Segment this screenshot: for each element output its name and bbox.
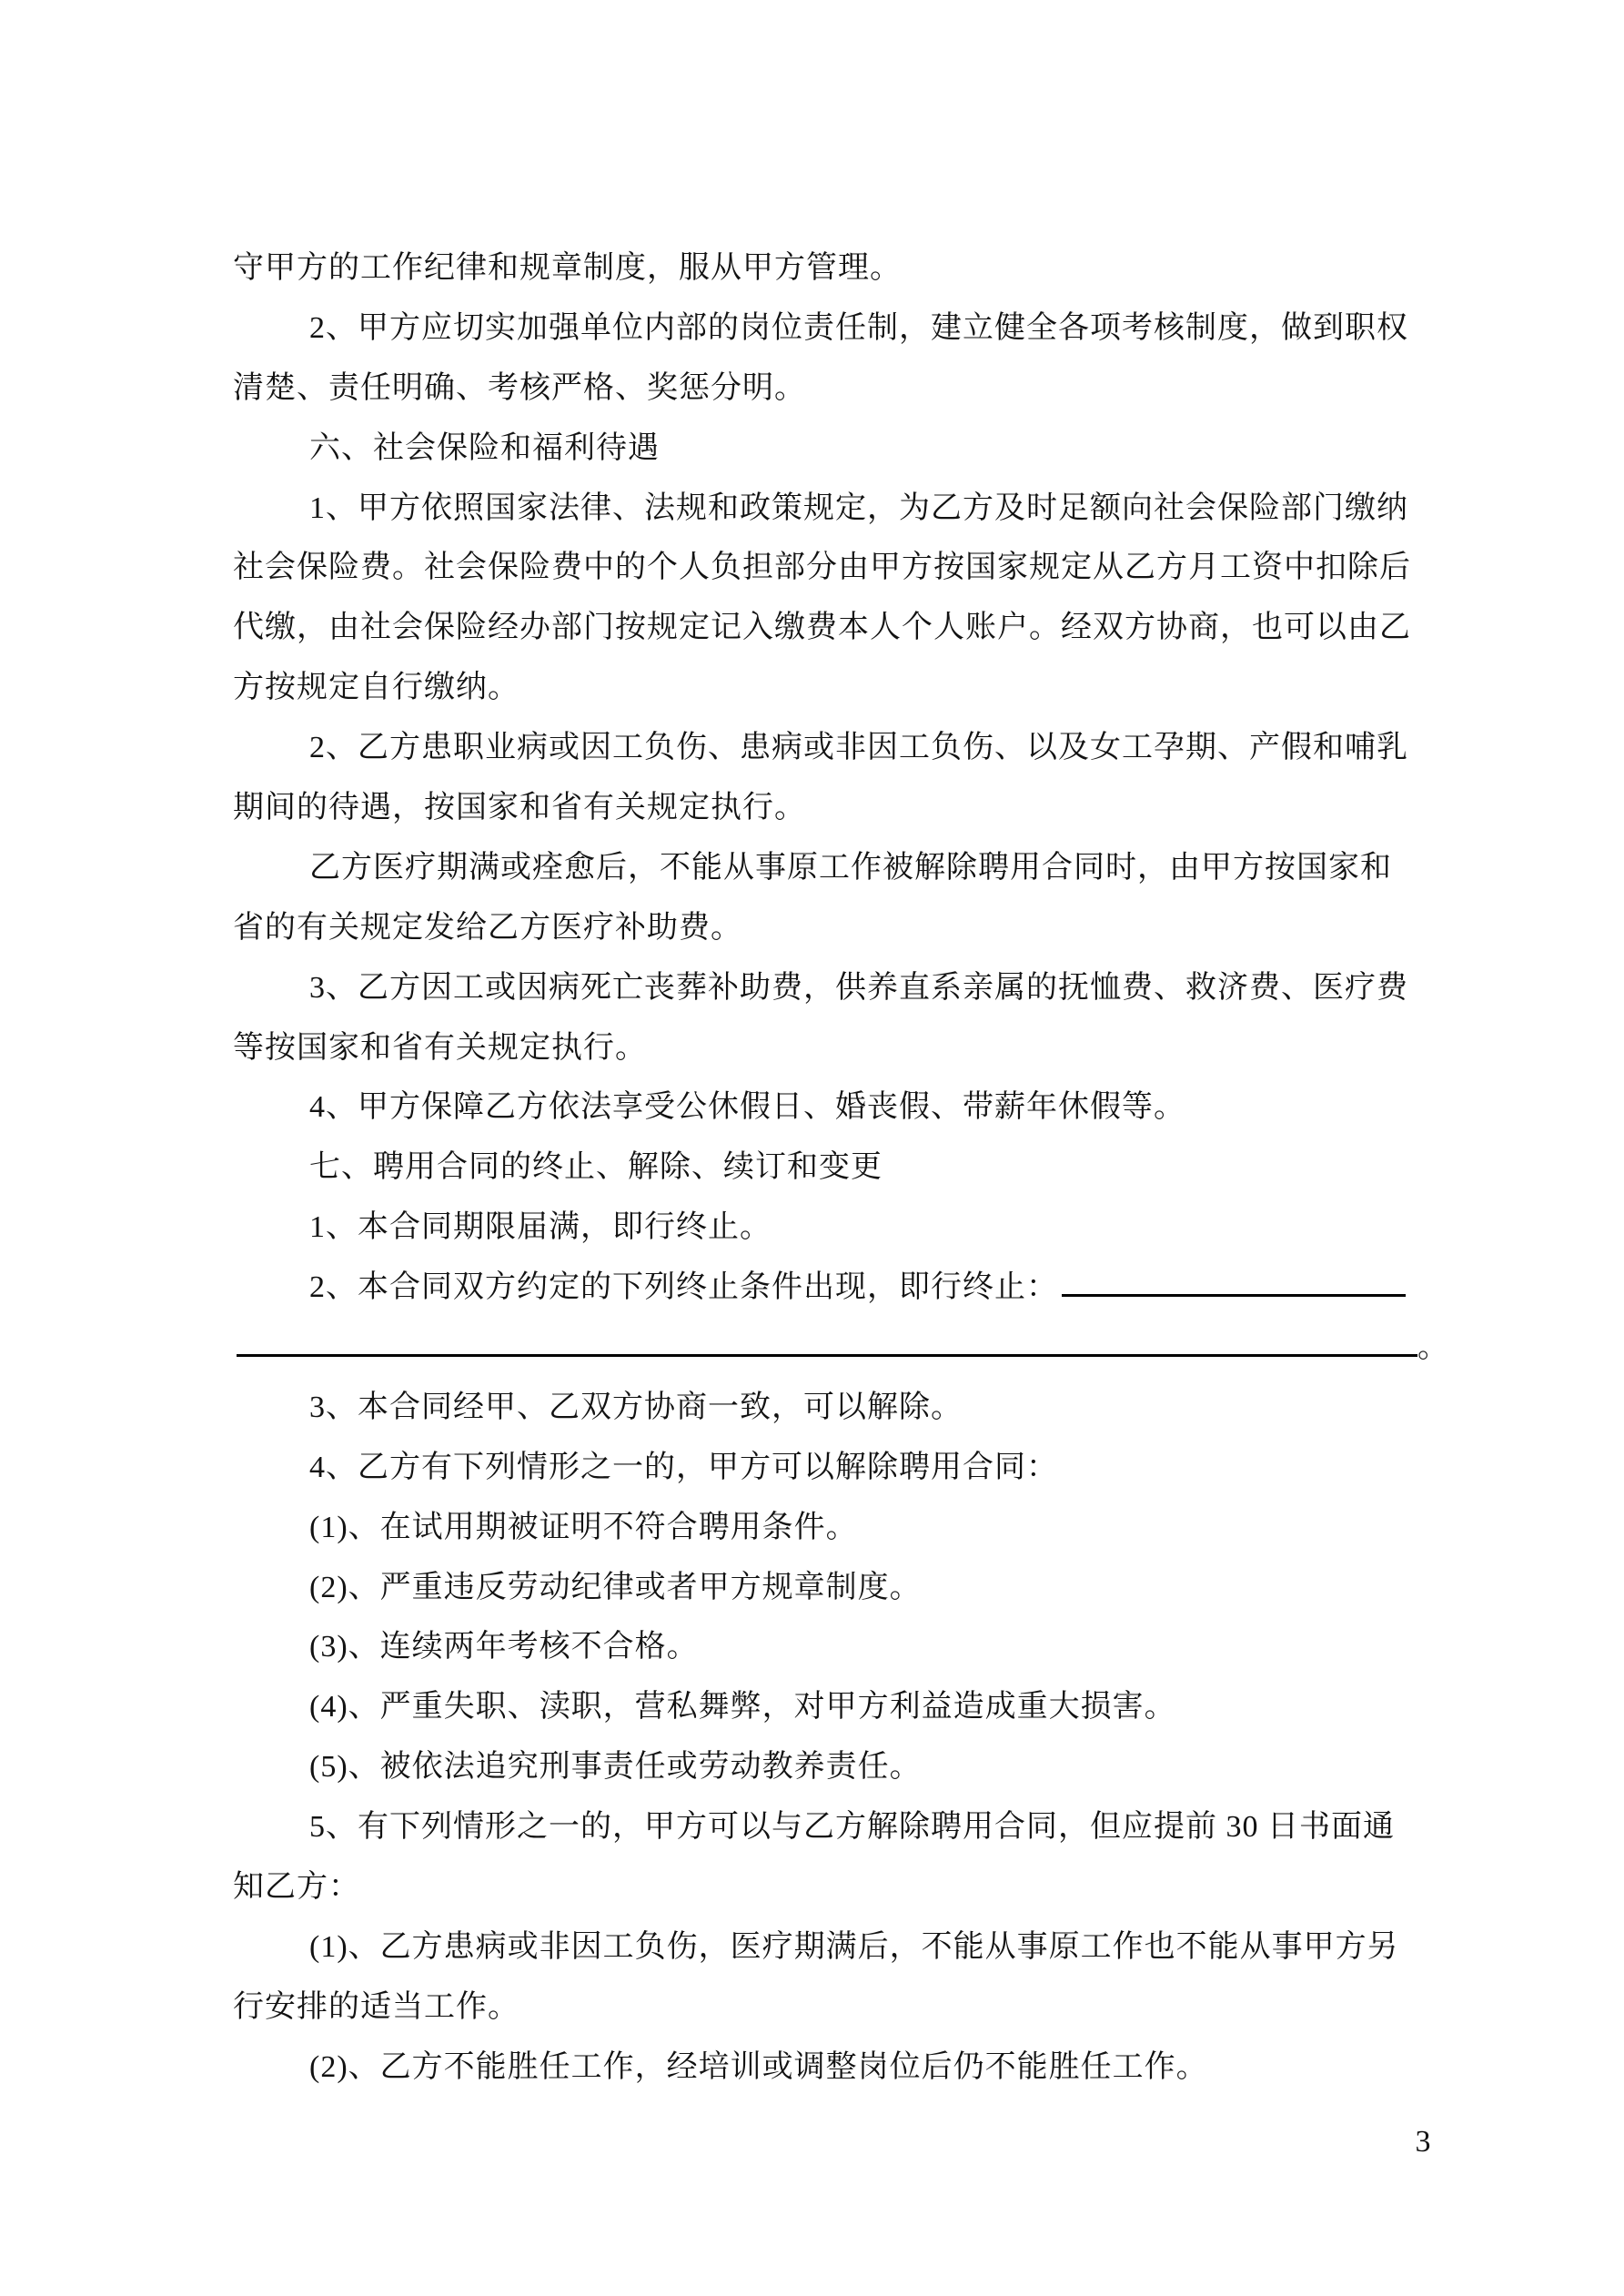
line-text: 清楚、责任明确、考核严格、奖惩分明。 bbox=[233, 370, 806, 405]
text-line bbox=[233, 1077, 1443, 1138]
line-text: 2、甲方应切实加强单位内部的岗位责任制，建立健全各项考核制度，做到职权 bbox=[309, 310, 1408, 345]
line-text: 期间的待遇，按国家和省有关规定执行。 bbox=[233, 791, 806, 825]
text-line bbox=[233, 898, 1443, 958]
text-line bbox=[233, 598, 1443, 658]
line-text: 3、乙方因工或因病死亡丧葬补助费，供养直系亲属的抚恤费、救济费、医疗费 bbox=[309, 970, 1408, 1005]
line-text: 行安排的适当工作。 bbox=[233, 1989, 519, 2024]
line-text: (2)、乙方不能胜任工作，经培训或调整岗位后仍不能胜任工作。 bbox=[309, 2049, 1208, 2084]
text-line bbox=[233, 1138, 1443, 1198]
text-line bbox=[233, 298, 1443, 359]
text-line bbox=[233, 1258, 1443, 1318]
line-text: 守甲方的工作纪律和规章制度，服从甲方管理。 bbox=[233, 251, 902, 285]
fill-in-blank bbox=[1062, 1267, 1406, 1297]
fill-in-blank bbox=[237, 1327, 1417, 1357]
line-text: (1)、乙方患病或非因工负伤，医疗期满后，不能从事原工作也不能从事甲方另 bbox=[309, 1929, 1399, 1964]
line-text: (5)、被依法追究刑事责任或劳动教养责任。 bbox=[309, 1750, 922, 1785]
text-line bbox=[233, 1977, 1443, 2038]
line-suffix: 。 bbox=[1417, 1330, 1449, 1365]
line-text: 社会保险费。社会保险费中的个人负担部分由甲方按国家规定从乙方月工资中扣除后 bbox=[233, 551, 1411, 585]
line-text: 3、本合同经甲、乙双方协商一致，可以解除。 bbox=[309, 1390, 963, 1424]
text-line bbox=[233, 1917, 1443, 1977]
text-line bbox=[233, 359, 1443, 419]
line-text: 等按国家和省有关规定执行。 bbox=[233, 1030, 647, 1065]
text-line bbox=[233, 419, 1443, 479]
text-line bbox=[233, 479, 1443, 539]
line-text: (1)、在试用期被证明不符合聘用条件。 bbox=[309, 1510, 858, 1544]
text-line bbox=[233, 1378, 1443, 1438]
line-text: 七、聘用合同的终止、解除、续订和变更 bbox=[309, 1150, 883, 1185]
text-line bbox=[233, 1198, 1443, 1258]
line-text: 六、社会保险和福利待遇 bbox=[309, 430, 660, 465]
text-line bbox=[233, 1617, 1443, 1677]
text-line bbox=[233, 1018, 1443, 1078]
line-text: 知乙方： bbox=[233, 1870, 360, 1905]
text-line bbox=[233, 1677, 1443, 1737]
line-text: 4、乙方有下列情形之一的，甲方可以解除聘用合同： bbox=[309, 1450, 1058, 1484]
text-line bbox=[233, 238, 1443, 298]
line-text: 省的有关规定发给乙方医疗补助费。 bbox=[233, 910, 742, 945]
text-line bbox=[233, 1498, 1443, 1558]
text-line bbox=[233, 2038, 1443, 2098]
text-line bbox=[233, 1558, 1443, 1618]
line-text: 2、本合同双方约定的下列终止条件出现，即行终止： bbox=[309, 1270, 1058, 1305]
contract-body bbox=[233, 238, 1449, 2098]
text-line bbox=[233, 838, 1443, 898]
text-line bbox=[233, 718, 1443, 778]
line-text: 4、甲方保障乙方依法享受公休假日、婚丧假、带薪年休假等。 bbox=[309, 1090, 1185, 1125]
text-line bbox=[233, 538, 1443, 598]
text-line bbox=[233, 778, 1443, 838]
line-text: 代缴，由社会保险经办部门按规定记入缴费本人个人账户。经双方协商，也可以由乙 bbox=[233, 611, 1411, 645]
text-line bbox=[233, 1857, 1443, 1917]
text-line bbox=[233, 1438, 1443, 1498]
line-text: 方按规定自行缴纳。 bbox=[233, 671, 519, 705]
line-text: 乙方医疗期满或痊愈后，不能从事原工作被解除聘用合同时，由甲方按国家和 bbox=[309, 850, 1392, 885]
line-text: 1、本合同期限届满，即行终止。 bbox=[309, 1210, 772, 1245]
line-text: 2、乙方患职业病或因工负伤、患病或非因工负伤、以及女工孕期、产假和哺乳 bbox=[309, 731, 1408, 765]
text-line bbox=[233, 1737, 1443, 1797]
page-number: 3 bbox=[1415, 2125, 1431, 2159]
line-text: 1、甲方依照国家法律、法规和政策规定，为乙方及时足额向社会保险部门缴纳 bbox=[309, 491, 1408, 525]
line-text: (2)、严重违反劳动纪律或者甲方规章制度。 bbox=[309, 1570, 922, 1604]
line-text: (4)、严重失职、渎职，营私舞弊，对甲方利益造成重大损害。 bbox=[309, 1690, 1176, 1725]
line-text: (3)、连续两年考核不合格。 bbox=[309, 1630, 699, 1664]
line-text: 5、有下列情形之一的，甲方可以与乙方解除聘用合同，但应提前 30 日书面通 bbox=[309, 1810, 1395, 1845]
text-line bbox=[233, 1318, 1449, 1378]
text-line bbox=[233, 1797, 1443, 1857]
text-line bbox=[233, 658, 1443, 718]
text-line bbox=[233, 958, 1443, 1018]
